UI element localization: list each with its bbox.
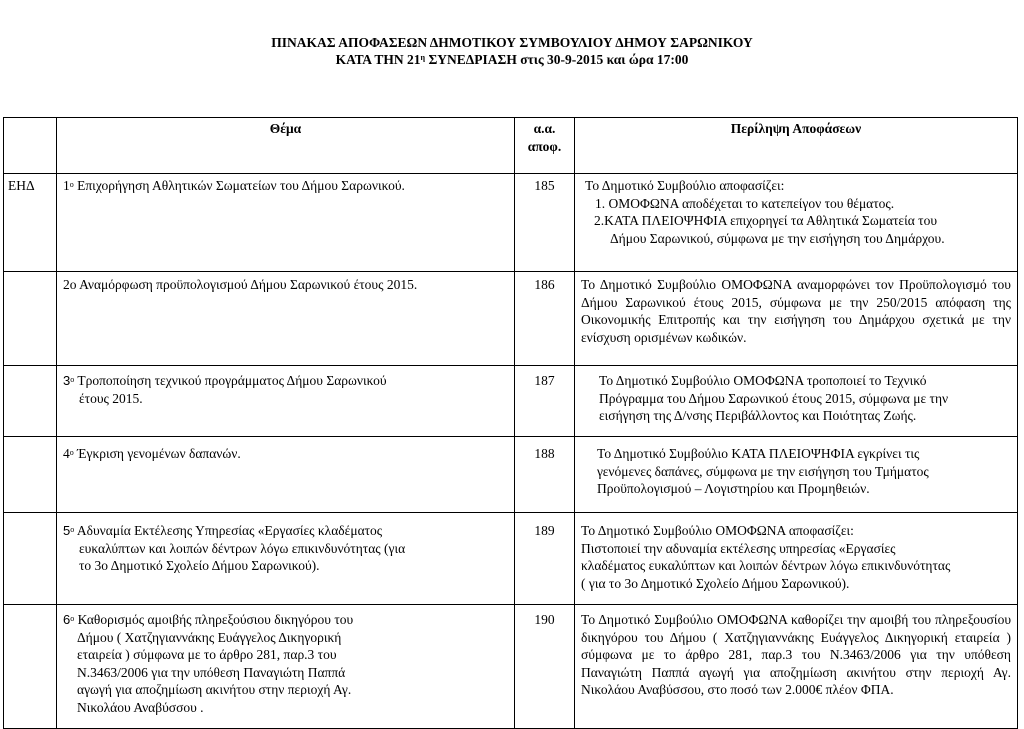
row-decision-number: 186	[515, 272, 575, 366]
row-tag	[4, 272, 57, 366]
row-summary: Το Δημοτικό Συμβούλιο ΟΜΟΦΩΝΑ αποφασίζει: Πιστοποιεί την αδυναμία εκτέλεσης υπηρεσίας «Εργασίες κλαδέματος ευκαλύπτων και λοιπών δέντρων λόγω επικινδυνότητας ( για το 3ο Δημοτικό Σχολείο Δήμου Σαρωνικού).	[575, 513, 1018, 605]
row-summary: Το Δημοτικό Συμβούλιο αποφασίζει: 1. ΟΜΟΦΩΝΑ αποδέχεται το κατεπείγον του θέματος. 2.ΚΑΤΑ ΠΛΕΙΟΨΗΦΙΑ επιχορηγεί τα Αθλητικά Σωματεία του Δήμου Σαρωνικού, σύμφωνα με την εισήγηση του Δημάρχου.	[575, 174, 1018, 272]
header-decision-number: α.α. αποφ.	[515, 118, 575, 174]
row-tag	[4, 366, 57, 437]
row-summary: Το Δημοτικό Συμβούλιο ΟΜΟΦΩΝΑ τροποποιεί το Τεχνικό Πρόγραμμα του Δήμου Σαρωνικού έτους 2015, σύμφωνα με την εισήγηση της Δ/νσης Περιβάλλοντος και Ποιότητας Ζωής.	[575, 366, 1018, 437]
title-line-1: ΠΙΝΑΚΑΣ ΑΠΟΦΑΣΕΩΝ ΔΗΜΟΤΙΚΟΥ ΣΥΜΒΟΥΛΙΟΥ ΔΗΜΟΥ ΣΑΡΩΝΙΚΟΥ	[271, 35, 753, 50]
row-summary: Το Δημοτικό Συμβούλιο ΚΑΤΑ ΠΛΕΙΟΨΗΦΙΑ εγκρίνει τις γενόμενες δαπάνες, σύμφωνα με την εισήγηση του Τμήματος Προϋπολογισμού – Λογιστηρίου και Προμηθειών.	[575, 437, 1018, 513]
row-tag: ΕΗΔ	[4, 174, 57, 272]
table-header-row	[4, 118, 1018, 174]
table-row	[4, 366, 1018, 437]
row-decision-number: 189	[515, 513, 575, 605]
row-subject: $5^o$ Αδυναμία Εκτέλεσης Υπηρεσίας «Εργασίες κλαδέματος ευκαλύπτων και λοιπών δέντρων λόγω επικινδυνότητας (για το 3ο Δημοτικό Σχολείο Δήμου Σαρωνικού).	[57, 513, 515, 605]
row-tag	[4, 513, 57, 605]
row-decision-number: 185	[515, 174, 575, 272]
row-subject: $1^o$ Επιχορήγηση Αθλητικών Σωματείων του Δήμου Σαρωνικού.	[57, 174, 515, 272]
row-tag	[4, 437, 57, 513]
table-row	[4, 174, 1018, 272]
table-row	[4, 272, 1018, 366]
header-summary: Περίληψη Αποφάσεων	[575, 118, 1018, 174]
table-row	[4, 513, 1018, 605]
row-summary: Το Δημοτικό Συμβούλιο ΟΜΟΦΩΝΑ αναμορφώνει τον Προϋπολογισμό του Δήμου Σαρωνικού έτους 2015, σύμφωνα με την 250/2015 απόφαση της Οικονομικής Επιτροπής και την εισήγηση του Δημάρχου σχετικά με την ενίσχυση ορισμένων κωδικών.	[575, 272, 1018, 366]
header-subject: Θέμα	[57, 118, 515, 174]
header-tag-cell	[4, 118, 57, 174]
row-subject: $6^o$ Καθορισμός αμοιβής πληρεξούσιου δικηγόρου του Δήμου ( Χατζηγιαννάκης Ευάγγελος Δικηγορική εταιρεία ) σύμφωνα με το άρθρο 281, παρ.3 του Ν.3463/2006 για την υπόθεση Παναγιώτη Παππά αγωγή για αποζημίωση ακινήτου στην περιοχή Αγ. Νικολάου Αναβύσσου .	[57, 605, 515, 729]
table-row	[4, 605, 1018, 729]
row-decision-number: 188	[515, 437, 575, 513]
row-subject: $3^o$ Τροποποίηση τεχνικού προγράμματος Δήμου Σαρωνικού έτους 2015.	[57, 366, 515, 437]
row-decision-number: 187	[515, 366, 575, 437]
row-decision-number: 190	[515, 605, 575, 729]
decisions-table	[3, 117, 1018, 729]
document-subtitle: ΚΑΤΑ ΤΗΝ $21^\eta$ ΣΥΝΕΔΡΙΑΣΗ στις 30-9-2015 και ώρα 17:00	[335, 52, 689, 67]
row-summary: Το Δημοτικό Συμβούλιο ΟΜΟΦΩΝΑ καθορίζει την αμοιβή του πληρεξουσίου δικηγόρου του Δήμου ( Χατζηγιαννάκης Ευάγγελος Δικηγορική εταιρεία ) σύμφωνα με το άρθρο 281, παρ.3 του Ν.3463/2006 για την υπόθεση Παναγιώτη Παππά αγωγή για αποζημίωση ακινήτου στην περιοχή Αγ. Νικολάου Αναβύσσου, στο ποσό των 2.000€ πλέον ΦΠΑ.	[575, 605, 1018, 729]
row-subject: $4^o$ Έγκριση γενομένων δαπανών.	[57, 437, 515, 513]
document-title	[0, 34, 1024, 51]
row-subject: 2ο Αναμόρφωση προϋπολογισμού Δήμου Σαρωνικού έτους 2015.	[57, 272, 515, 366]
table-row	[4, 437, 1018, 513]
row-tag	[4, 605, 57, 729]
